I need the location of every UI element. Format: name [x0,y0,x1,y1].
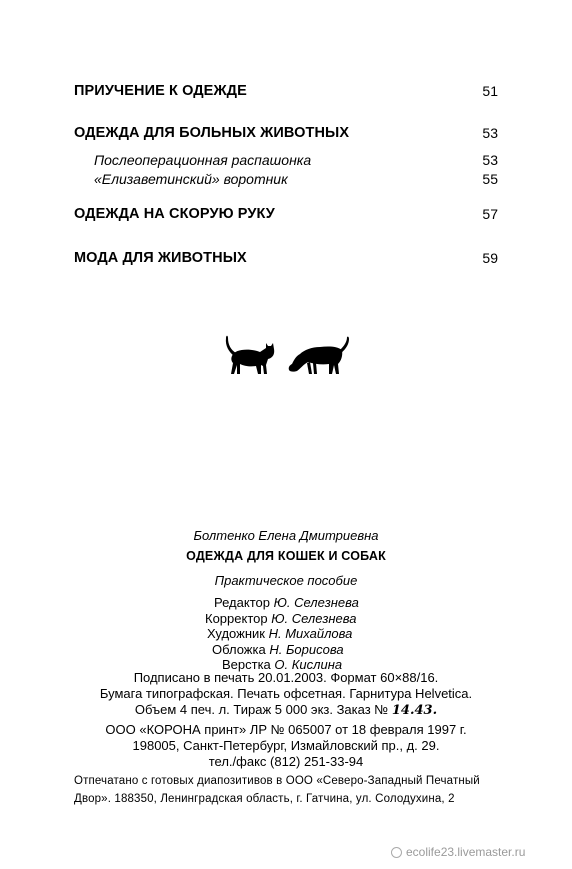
toc-title: «Елизаветинский» воротник [94,171,288,187]
watermark-logo-icon [391,847,402,858]
footer-line: Отпечатано с готовых диапозитивов в ООО «Северо-Западный Печатный [74,775,480,787]
credit-role: Обложка [212,641,266,657]
toc-title: ПРИУЧЕНИЕ К ОДЕЖДЕ [74,83,247,99]
toc-subentry [94,171,498,189]
credit-name: Ю. Селезнева [271,610,357,626]
toc-subentry [94,152,498,170]
book-title: ОДЕЖДА ДЛЯ КОШЕК И СОБАК [186,549,386,563]
credit-name: О. Кислина [274,657,343,672]
credit-name: Н. Михайлова [268,626,353,641]
credit-line [207,626,352,642]
publisher-line: 198005, Санкт-Петербург, Измайловский пр., д. 29. [132,738,440,753]
toc-page: 55 [482,171,498,187]
credit-line [205,611,357,627]
credit-role: Редактор [214,595,270,610]
order-number: 14.43. [391,703,438,718]
toc-page: 51 [482,83,498,99]
toc-page: 57 [482,206,498,222]
publisher-line: ООО «КОРОНА принт» ЛР № 065007 от 18 февраля 1997 г. [105,722,467,737]
credit-line [212,642,344,658]
toc-title: Послеоперационная распашонка [94,152,312,168]
animals-illustration [220,334,350,378]
toc-page: 53 [482,125,498,141]
watermark [391,845,525,859]
credit-name: Н. Борисова [269,641,344,657]
dog-silhouette-icon [289,337,349,374]
volume-line [0,702,572,719]
credit-role: Корректор [205,610,268,626]
publisher-details [0,722,572,770]
print-line: Подписано в печать 20.01.2003. Формат 60×88/16. [133,670,439,685]
credit-name: Ю. Селезнева [273,595,359,610]
book-author: Болтенко Елена Дмитриевна [193,528,379,543]
book-subtitle: Практическое пособие [214,573,358,588]
toc-title: ОДЕЖДА ДЛЯ БОЛЬНЫХ ЖИВОТНЫХ [74,125,350,141]
print-line: Бумага типографская. Печать офсетная. Гарнитура Helvetica. [99,686,473,701]
toc-entry [74,125,498,143]
toc-title: МОДА ДЛЯ ЖИВОТНЫХ [74,250,247,266]
toc-page: 59 [482,250,498,266]
publisher-line: тел./факс (812) 251-33-94 [208,754,364,769]
volume-text: Объем 4 печ. л. Тираж 5 000 экз. Заказ № [134,702,389,717]
credit-line [214,595,359,611]
footer-line: Двор». 188350, Ленинградская область, г. Гатчина, ул. Солодухина, 2 [74,793,455,805]
credit-role: Художник [207,626,265,641]
print-details [0,670,572,719]
printer-footer [74,772,504,808]
toc-title: ОДЕЖДА НА СКОРУЮ РУКУ [74,206,275,222]
toc-entry [74,250,498,268]
watermark-text: ecolife23.livemaster.ru [406,845,526,859]
toc-page: 53 [482,152,498,168]
toc-entry [74,83,498,101]
toc-entry [74,206,498,224]
cat-silhouette-icon [226,336,274,374]
credit-role: Верстка [222,657,271,672]
